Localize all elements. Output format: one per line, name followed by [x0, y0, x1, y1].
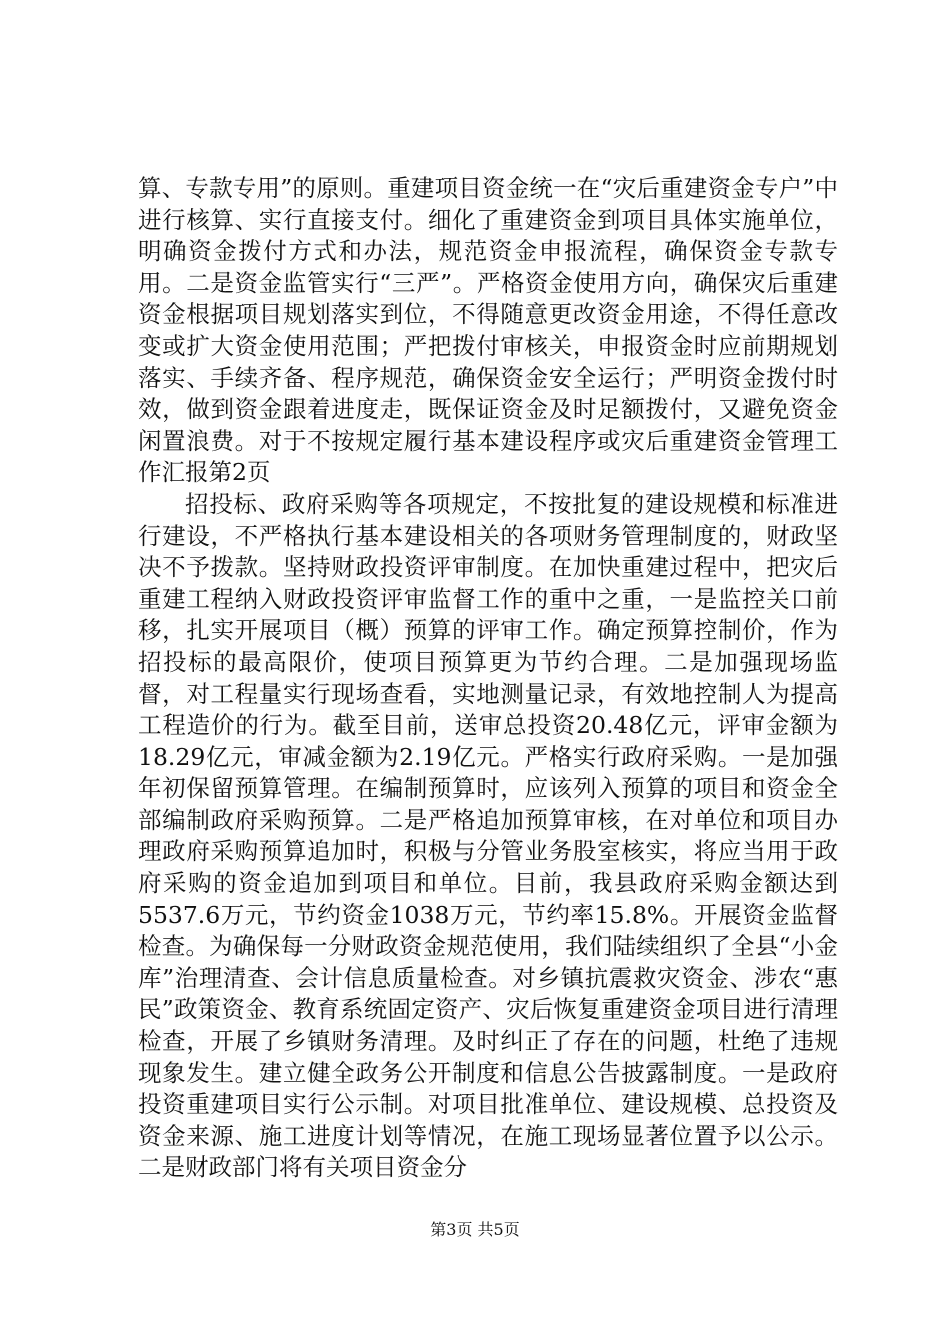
paragraph-1: 算、专款专用”的原则。重建项目资金统一在“灾后重建资金专户”中进行核算、实行直接支付。细化了重建资金到项目具体实施单位，明确资金拨付方式和办法，规范资金申报流程，确保资金专款专用。二是资金监管实行“三严”。严格资金使用方向，确保灾后重建资金根据项目规划落实到位，不得随意更改资金用途，不得任意改变或扩大资金使用范围；严把拨付审核关，申报资金时应前期规划落实、手续齐备、程序规范，确保资金安全运行；严明资金拨付时效，做到资金跟着进度走，既保证资金及时足额拨付，又避免资金闲置浪费。对于不按规定履行基本建设程序或灾后重建资金管理工作汇报第2页 [138, 174, 838, 487]
document-body [138, 173, 838, 1184]
paragraph-2: 招投标、政府采购等各项规定，不按批复的建设规模和标准进行建设，不严格执行基本建设相关的各项财务管理制度的，财政坚决不予拨款。坚持财政投资评审制度。在加快重建过程中，把灾后重建工程纳入财政投资评审监督工作的重中之重，一是监控关口前移，扎实开展项目（概）预算的评审工作。确定预算控制价，作为招投标的最高限价，使项目预算更为节约合理。二是加强现场监督，对工程量实行现场查看，实地测量记录，有效地控制人为提高工程造价的行为。截至目前，送审总投资20.48亿元，评审金额为18.29亿元，审减金额为2.19亿元。严格实行政府采购。一是加强年初保留预算管理。在编制预算时，应该列入预算的项目和资金全部编制政府采购预算。二是严格追加预算审核，在对单位和项目办理政府采购预算追加时，积极与分管业务股室核实，将应当用于政府采购的资金追加到项目和单位。目前，我县政府采购金额达到5537.6万元，节约资金1038万元，节约率15.8%。开展资金监督检查。为确保每一分财政资金规范使用，我们陆续组织了全县“小金库”治理清查、会计信息质量检查。对乡镇抗震救灾资金、涉农“惠民”政策资金、教育系统固定资产、灾后恢复重建资金项目进行清理检查，开展了乡镇财务清理。及时纠正了存在的问题，杜绝了违规现象发生。建立健全政务公开制度和信息公告披露制度。一是政府投资重建项目实行公示制。对项目批准单位、建设规模、总投资及资金来源、施工进度计划等情况，在施工现场显著位置予以公示。二是财政部门将有关项目资金分 [138, 489, 838, 1182]
page-indicator: 第3页 共5页 [430, 1220, 520, 1239]
page-footer [0, 1217, 950, 1240]
